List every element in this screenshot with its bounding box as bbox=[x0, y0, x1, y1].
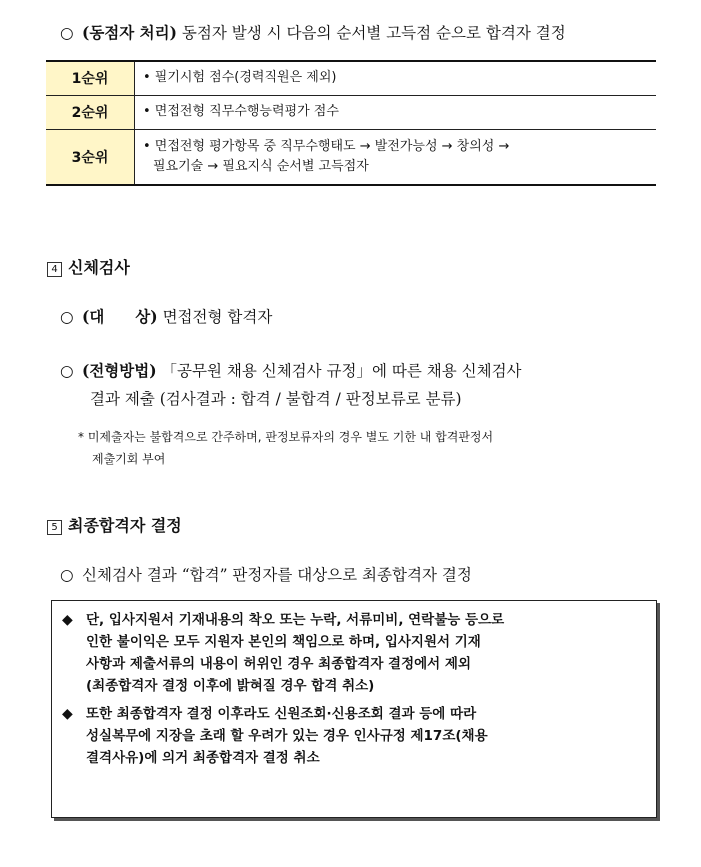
diamond-icon: ◆ bbox=[62, 706, 73, 722]
warning-box bbox=[51, 600, 657, 818]
final-decision-line bbox=[60, 564, 472, 586]
rank-cell: 2순위 bbox=[46, 95, 135, 129]
section-heading-4 bbox=[47, 255, 130, 278]
tiebreak-label: (동점자 처리) bbox=[82, 23, 177, 42]
target-line bbox=[60, 306, 272, 328]
circle-bullet-icon: ○ bbox=[60, 308, 74, 326]
circle-bullet-icon: ○ bbox=[60, 566, 74, 584]
rank-cell: 1순위 bbox=[46, 61, 135, 95]
rank-desc-line: 필요기술 → 필요지식 순서별 고득점자 bbox=[153, 158, 369, 174]
rank-desc bbox=[135, 129, 657, 185]
rank-desc-line: • 면접전형 평가항목 중 직무수행태도 → 발전가능성 → 창의성 → bbox=[143, 138, 510, 154]
warning-line: 사항과 제출서류의 내용이 허위인 경우 최종합격자 결정에서 제외 bbox=[86, 656, 472, 672]
table-row bbox=[46, 95, 656, 129]
warning-line: 인한 불이익은 모두 지원자 본인의 책임으로 하며, 입사지원서 기재 bbox=[86, 634, 481, 650]
table-row bbox=[46, 129, 656, 185]
section-number: 4 bbox=[47, 262, 62, 277]
final-decision-text: 신체검사 결과 “합격” 판정자를 대상으로 최종합격자 결정 bbox=[82, 566, 472, 584]
method-text: 「공무원 채용 신체검사 규정」에 따른 채용 신체검사 bbox=[161, 362, 522, 380]
rank-table bbox=[46, 60, 656, 186]
warning-line: 결격사유)에 의거 최종합격자 결정 취소 bbox=[86, 750, 320, 766]
table-row bbox=[46, 61, 656, 95]
method-label: (전형방법) bbox=[82, 361, 157, 380]
warning-line: (최종합격자 결정 이후에 밝혀질 경우 합격 취소) bbox=[86, 678, 375, 694]
section-number: 5 bbox=[47, 520, 62, 535]
note-line: 제출기회 부여 bbox=[92, 452, 166, 466]
target-text: 면접전형 합격자 bbox=[162, 308, 273, 326]
warning-item bbox=[62, 703, 646, 769]
section-title: 신체검사 bbox=[68, 258, 130, 277]
tiebreak-text: 동점자 발생 시 다음의 순서별 고득점 순으로 합격자 결정 bbox=[181, 24, 566, 42]
warning-item bbox=[62, 609, 646, 697]
rank-desc-line: • 필기시험 점수(경력직원은 제외) bbox=[143, 70, 337, 86]
rank-cell: 3순위 bbox=[46, 129, 135, 185]
warning-line: 성실복무에 지장을 초래 할 우려가 있는 경우 인사규정 제17조(채용 bbox=[86, 728, 488, 744]
note-line: * 미제출자는 불합격으로 간주하며, 판정보류자의 경우 별도 기한 내 합격판정서 bbox=[78, 430, 494, 444]
rank-desc bbox=[135, 61, 657, 95]
warning-line: 단, 입사지원서 기재내용의 착오 또는 누락, 서류미비, 연락불능 등으로 bbox=[86, 612, 505, 628]
diamond-icon: ◆ bbox=[62, 612, 73, 628]
circle-bullet-icon: ○ bbox=[60, 362, 74, 380]
rank-desc-line: • 면접전형 직무수행능력평가 점수 bbox=[143, 104, 339, 119]
method-line bbox=[60, 360, 522, 382]
warning-line: 또한 최종합격자 결정 이후라도 신원조회·신용조회 결과 등에 따라 bbox=[86, 706, 477, 722]
section-heading-5 bbox=[47, 513, 182, 536]
section-title: 최종합격자 결정 bbox=[68, 516, 182, 535]
target-label: (대 상) bbox=[82, 307, 158, 326]
circle-bullet-icon: ○ bbox=[60, 24, 74, 42]
tiebreak-line bbox=[60, 22, 566, 44]
rank-desc bbox=[135, 95, 657, 129]
method-text-cont: 결과 제출 (검사결과 : 합격 / 불합격 / 판정보류로 분류) bbox=[90, 390, 462, 408]
